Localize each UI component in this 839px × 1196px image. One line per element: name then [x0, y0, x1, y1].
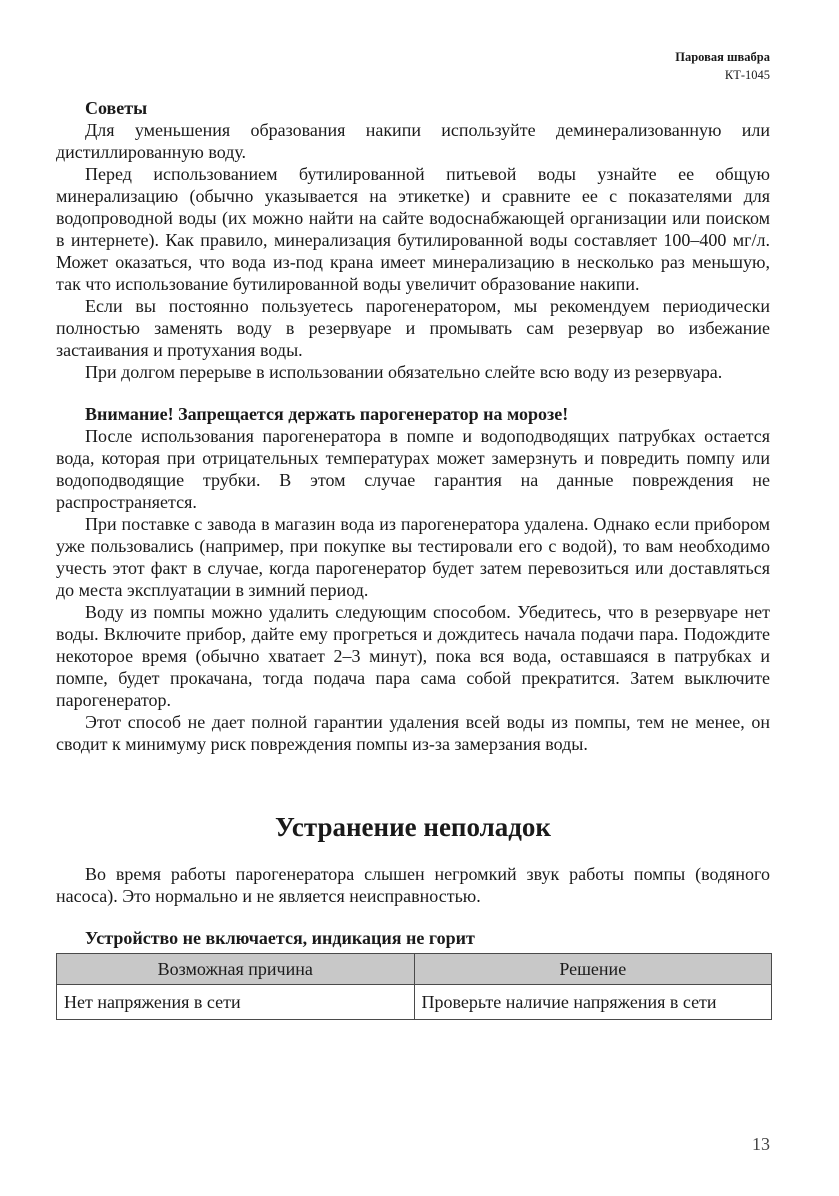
- table-heading: Устройство не включается, индикация не горит: [85, 928, 475, 948]
- column-header-solution: Решение: [414, 954, 772, 985]
- tips-paragraph: Перед использованием бутилированной питьевой воды узнайте ее общую минерализацию (обычно указывается на этикетке) и сравните ее с показателями для водопроводной воды (их можно найти на сайте водоснабжающей организации или поиском в интернете). Как правило, минерализация бутилированной воды составляет 100–400 мг/л. Может оказаться, что вода из-под крана имеет минерализацию в несколько раз меньшую, так что использование бутилированной воды увеличит образование накипи.: [56, 164, 770, 294]
- product-model: КТ-1045: [724, 68, 770, 82]
- product-title: Паровая швабра: [675, 50, 770, 64]
- tips-heading: Советы: [85, 98, 148, 118]
- warning-paragraph: Этот способ не дает полной гарантии удаления всей воды из помпы, тем не менее, он сводит к минимуму риск повреждения помпы из-за замерзания воды.: [56, 712, 770, 754]
- warning-heading: Внимание! Запрещается держать парогенератор на морозе!: [85, 404, 569, 424]
- warning-paragraph: При поставке с завода в магазин вода из парогенератора удалена. Однако если прибором уже пользовались (например, при покупке вы тестировали его с водой), то вам необходимо учесть этот факт в случае, когда парогенератор будет затем перевозиться или доставляться до места эксплуатации в зимний период.: [56, 514, 770, 600]
- page-header: [675, 48, 770, 84]
- warning-paragraph: Воду из помпы можно удалить следующим способом. Убедитесь, что в резервуаре нет воды. Включите прибор, дайте ему прогреться и дождитесь начала подачи пара. Подождите некоторое время (обычно хватает 2–3 минут), пока вся вода, оставшаяся в патрубках и помпе, будет прокачана, тогда подача пара сама собой прекратится. Затем выключите парогенератор.: [56, 602, 770, 710]
- cause-cell: Нет напряжения в сети: [57, 985, 415, 1020]
- troubleshooting-table: [56, 953, 772, 1020]
- page-content: [56, 97, 770, 1020]
- column-header-cause: Возможная причина: [57, 954, 415, 985]
- troubleshooting-title: Устранение неполадок: [275, 812, 551, 842]
- tips-paragraph: При долгом перерыве в использовании обязательно слейте всю воду из резервуара.: [85, 362, 723, 382]
- page-number: 13: [752, 1134, 770, 1154]
- troubleshooting-intro: Во время работы парогенератора слышен негромкий звук работы помпы (водяного насоса). Это нормально и не является неисправностью.: [56, 864, 770, 906]
- tips-paragraph: Если вы постоянно пользуетесь парогенератором, мы рекомендуем периодически полностью заменять воду в резервуаре и промывать сам резервуар во избежание застаивания и протухания воды.: [56, 296, 770, 360]
- tips-paragraph: Для уменьшения образования накипи используйте деминерализованную или дистиллированную воду.: [56, 120, 770, 162]
- warning-paragraph: После использования парогенератора в помпе и водоподводящих патрубках остается вода, которая при отрицательных температурах может замерзнуть и повредить помпу или водоподводящие трубки. В этом случае гарантия на данные повреждения не распространяется.: [56, 426, 770, 512]
- table-row: [57, 985, 772, 1020]
- solution-cell: Проверьте наличие напряжения в сети: [414, 985, 772, 1020]
- table-header-row: [57, 954, 772, 985]
